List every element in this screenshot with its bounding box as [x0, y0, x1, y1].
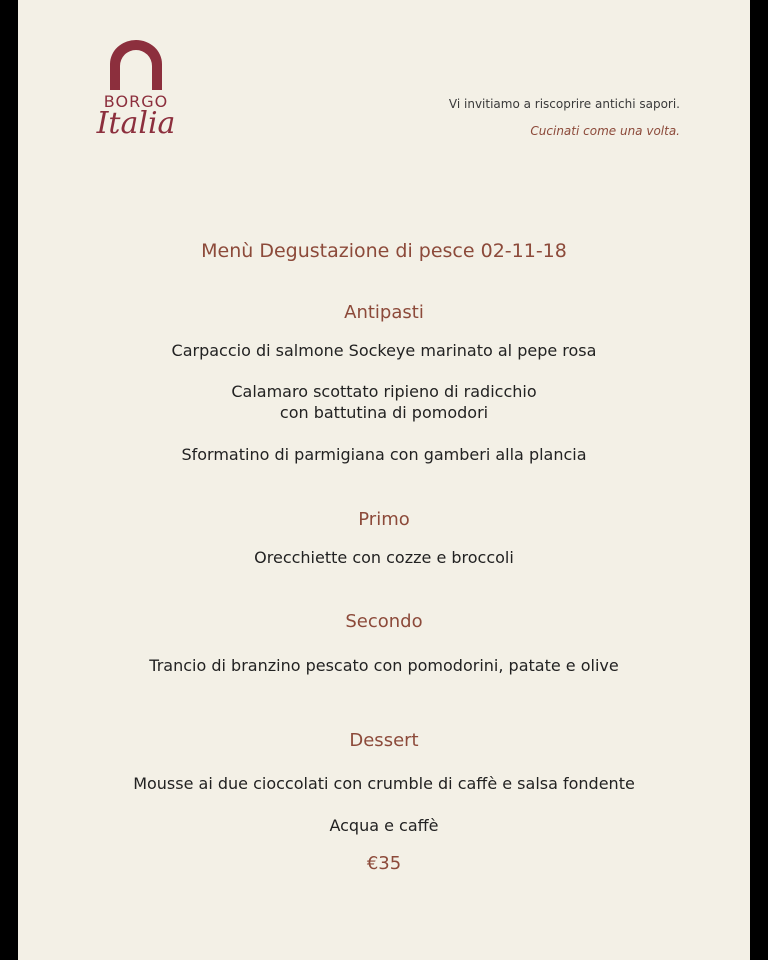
menu-item: Calamaro scottato ripieno di radicchio — [231, 382, 537, 401]
logo-italia-text: Italia — [96, 106, 176, 141]
tagline-subtitle: Cucinati come una volta. — [530, 124, 680, 138]
menu-item-continuation: con battutina di pomodori — [279, 403, 489, 422]
menu-item: Orecchiette con cozze e broccoli — [254, 548, 514, 567]
menu-item: Trancio di branzino pescato con pomodorini, patate e olive — [149, 656, 619, 675]
menu-item: Acqua e caffè — [329, 816, 439, 835]
borgo-italia-logo — [86, 40, 186, 144]
section-heading-antipasti: Antipasti — [344, 302, 424, 323]
section-heading-dessert: Dessert — [349, 730, 419, 751]
menu-title: Menù Degustazione di pesce 02-11-18 — [201, 240, 567, 262]
arch-icon — [110, 40, 162, 90]
menu-item: Sformatino di parmigiana con gamberi alla plancia — [181, 445, 587, 464]
tagline: Vi invitiamo a riscoprire antichi sapori. — [448, 97, 680, 111]
menu-page — [18, 0, 750, 960]
menu-item: Mousse ai due cioccolati con crumble di caffè e salsa fondente — [133, 774, 635, 793]
menu-item: Carpaccio di salmone Sockeye marinato al pepe rosa — [171, 341, 597, 360]
section-heading-primo: Primo — [358, 509, 410, 530]
menu-price: €35 — [366, 853, 402, 874]
logo-borgo-text: BORGO — [103, 92, 169, 111]
section-heading-secondo: Secondo — [345, 611, 423, 632]
